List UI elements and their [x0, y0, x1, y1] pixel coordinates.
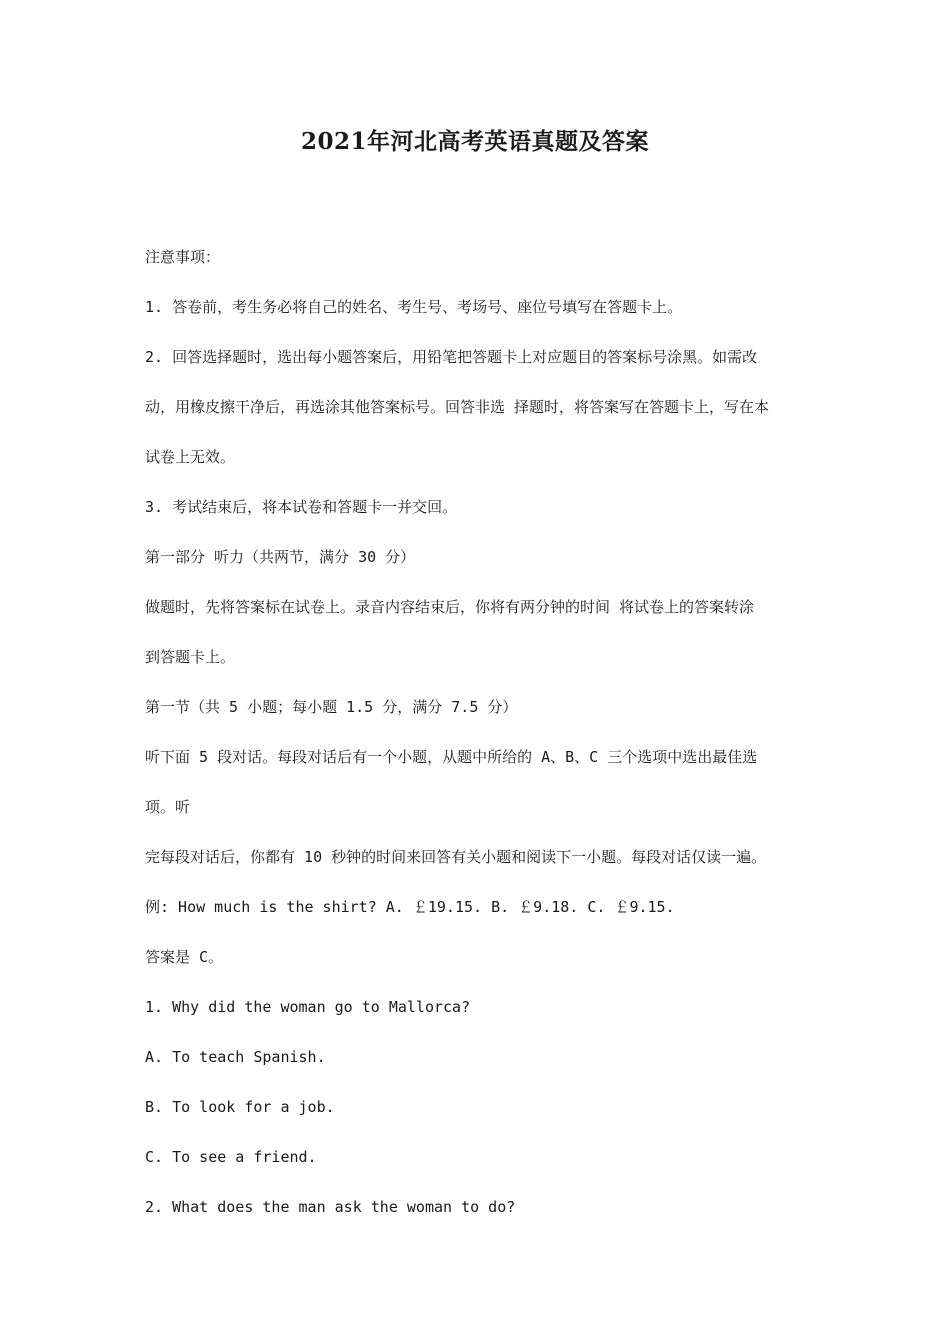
example-question: 例: How much is the shirt? A. ￡19.15. B. ￡9.18. C. ￡9.15. — [145, 898, 675, 916]
document-title: 2021年河北高考英语真题及答案 — [300, 128, 649, 155]
notice-item-3: 3. 考试结束后，将本试卷和答题卡一并交回。 — [145, 498, 458, 516]
notice-item-2-line-3: 试卷上无效。 — [145, 448, 236, 466]
part-one-instruction-line-1: 做题时，先将答案标在试卷上。录音内容结束后，你将有两分钟的时间 将试卷上的答案转涂 — [145, 598, 755, 616]
section-one-instruction-line-1: 听下面 5 段对话。每段对话后有一个小题，从题中所给的 A、B、C 三个选项中选出最佳选 — [145, 748, 758, 766]
part-one-instruction-line-2: 到答题卡上。 — [145, 648, 236, 666]
example-answer: 答案是 C。 — [145, 948, 224, 966]
section-one-heading: 第一节（共 5 小题；每小题 1.5 分，满分 7.5 分） — [145, 698, 518, 716]
question-1: 1. Why did the woman go to Mallorca? — [145, 998, 471, 1016]
part-one-heading: 第一部分 听力（共两节，满分 30 分） — [145, 548, 416, 566]
section-one-instruction-line-2: 项。听 — [145, 798, 191, 816]
question-1-option-a: A. To teach Spanish. — [145, 1048, 326, 1066]
question-2: 2. What does the man ask the woman to do? — [145, 1198, 516, 1216]
notice-item-1: 1. 答卷前，考生务必将自己的姓名、考生号、考场号、座位号填写在答题卡上。 — [145, 298, 683, 316]
question-1-option-b: B. To look for a job. — [145, 1098, 335, 1116]
notice-item-2-line-1: 2. 回答选择题时，选出每小题答案后，用铅笔把答题卡上对应题目的答案标号涂黑。如需改 — [145, 348, 758, 366]
question-1-option-c: C. To see a friend. — [145, 1148, 317, 1166]
notice-heading: 注意事项： — [145, 248, 221, 266]
notice-item-2-line-2: 动，用橡皮擦干净后，再选涂其他答案标号。回答非选 择题时，将答案写在答题卡上，写在本 — [145, 398, 770, 416]
section-one-instruction-line-3: 完每段对话后，你都有 10 秒钟的时间来回答有关小题和阅读下一小题。每段对话仅读一遍。 — [145, 848, 767, 866]
